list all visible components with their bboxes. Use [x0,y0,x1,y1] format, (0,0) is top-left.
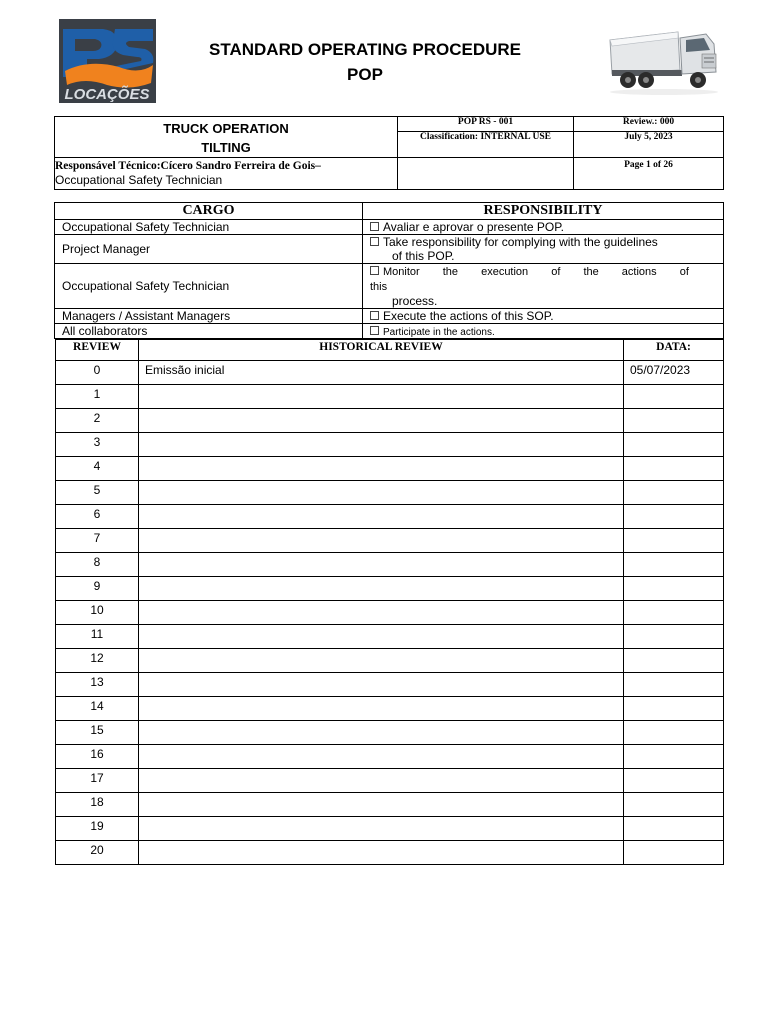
review-number-cell: 6 [56,505,139,529]
date-cell [624,817,724,841]
history-cell [139,601,624,625]
table-row [56,841,724,865]
history-cell [139,649,624,673]
history-cell [139,697,624,721]
responsibility-cell [363,220,724,235]
review-number-cell: 8 [56,553,139,577]
table-row [55,220,724,235]
history-cell [139,793,624,817]
date-cell [624,745,724,769]
date-cell [624,457,724,481]
review-number-cell: 5 [56,481,139,505]
cargo-cell: Project Manager [55,235,363,264]
review-number-cell: 4 [56,457,139,481]
table-row [55,309,724,324]
responsibility-cell [363,324,724,339]
history-cell [139,505,624,529]
history-cell [139,745,624,769]
review-number-cell: 16 [56,745,139,769]
document-info-table [54,116,724,190]
table-row [55,264,724,309]
table-row [56,481,724,505]
date-column-header: DATA: [624,340,724,361]
review-number-cell: 15 [56,721,139,745]
operation-title-cell [55,117,398,158]
review-number: Review.: 000 [574,117,724,132]
responsibility-text: Execute the actions of this SOP. [383,309,554,323]
review-number-cell: 11 [56,625,139,649]
responsibility-text-cont: process. [392,294,438,308]
history-cell [139,841,624,865]
table-row [56,457,724,481]
company-logo [59,19,156,103]
table-row [56,625,724,649]
title-line-2: POP [347,65,383,84]
table-row [56,529,724,553]
document-title [160,37,570,87]
responsible-label: Responsável Técnico:Cícero Sandro Ferreira de Gois– [55,160,321,172]
date-cell [624,769,724,793]
responsibility-text: Avaliar e aprovar o presente POP. [383,220,564,234]
table-row [56,649,724,673]
review-number-cell: 19 [56,817,139,841]
history-cell [139,529,624,553]
title-line-1: STANDARD OPERATING PROCEDURE [209,40,521,59]
date-cell [624,721,724,745]
cargo-cell: Managers / Assistant Managers [55,309,363,324]
table-row [56,577,724,601]
table-row [56,361,724,385]
history-column-header: HISTORICAL REVIEW [139,340,624,361]
review-number-cell: 9 [56,577,139,601]
operation-title-line-1: TRUCK OPERATION [163,121,289,136]
document-code: POP RS - 001 [398,117,574,132]
history-cell [139,409,624,433]
history-cell [139,769,624,793]
responsibility-cell [363,264,724,309]
date-cell: 05/07/2023 [624,361,724,385]
responsibility-cell [363,309,724,324]
responsibility-table [54,202,724,339]
responsibility-text: Monitor the execution of the actions of this [370,266,689,293]
date-cell [624,409,724,433]
table-row [55,324,724,339]
table-row [56,697,724,721]
review-number-cell: 12 [56,649,139,673]
date-cell [624,649,724,673]
date-cell [624,697,724,721]
issue-date: July 5, 2023 [574,132,724,158]
checkbox-icon [370,237,379,246]
table-row [56,601,724,625]
responsible-cell [55,158,398,190]
cargo-cell: All collaborators [55,324,363,339]
history-cell [139,577,624,601]
responsibility-cell [363,235,724,264]
checkbox-icon [370,266,379,275]
history-cell [139,481,624,505]
responsibility-text-cont: of this POP. [392,249,455,263]
date-cell [624,529,724,553]
date-cell [624,841,724,865]
review-number-cell: 20 [56,841,139,865]
empty-cell [398,158,574,190]
cargo-cell: Occupational Safety Technician [55,264,363,309]
responsible-role: Occupational Safety Technician [55,173,223,187]
history-cell: Emissão inicial [139,361,624,385]
table-row [56,769,724,793]
review-number-cell: 10 [56,601,139,625]
date-cell [624,673,724,697]
table-row [56,745,724,769]
operation-title-line-2: TILTING [201,140,251,155]
review-number-cell: 2 [56,409,139,433]
review-number-cell: 7 [56,529,139,553]
date-cell [624,577,724,601]
review-number-cell: 14 [56,697,139,721]
history-cell [139,673,624,697]
table-row [55,235,724,264]
table-row [56,673,724,697]
responsibility-text: Participate in the actions. [383,327,495,338]
table-row [56,793,724,817]
review-column-header: REVIEW [56,340,139,361]
table-row [56,505,724,529]
history-cell [139,385,624,409]
history-cell [139,817,624,841]
date-cell [624,553,724,577]
date-cell [624,793,724,817]
date-cell [624,625,724,649]
responsibility-text: Take responsibility for complying with the guidelines [383,235,658,249]
history-cell [139,457,624,481]
history-cell [139,553,624,577]
history-cell [139,433,624,457]
review-number-cell: 17 [56,769,139,793]
history-cell [139,721,624,745]
svg-text:LOCAÇÕES: LOCAÇÕES [64,86,150,103]
date-cell [624,601,724,625]
table-row [56,817,724,841]
table-row [56,385,724,409]
cargo-header: CARGO [55,203,363,220]
table-row [56,409,724,433]
date-cell [624,505,724,529]
checkbox-icon [370,222,379,231]
date-cell [624,385,724,409]
history-cell [139,625,624,649]
review-rows [56,361,724,865]
review-number-cell: 3 [56,433,139,457]
responsibility-header: RESPONSIBILITY [363,203,724,220]
date-cell [624,481,724,505]
review-history-table [55,339,724,865]
date-cell [624,433,724,457]
table-row [56,433,724,457]
table-row [56,553,724,577]
checkbox-icon [370,326,379,335]
page-number: Page 1 of 26 [574,158,724,190]
review-number-cell: 18 [56,793,139,817]
checkbox-icon [370,311,379,320]
review-number-cell: 13 [56,673,139,697]
review-number-cell: 0 [56,361,139,385]
dump-truck-image [606,18,722,98]
table-row [56,721,724,745]
cargo-cell: Occupational Safety Technician [55,220,363,235]
review-number-cell: 1 [56,385,139,409]
classification: Classification: INTERNAL USE [398,132,574,158]
